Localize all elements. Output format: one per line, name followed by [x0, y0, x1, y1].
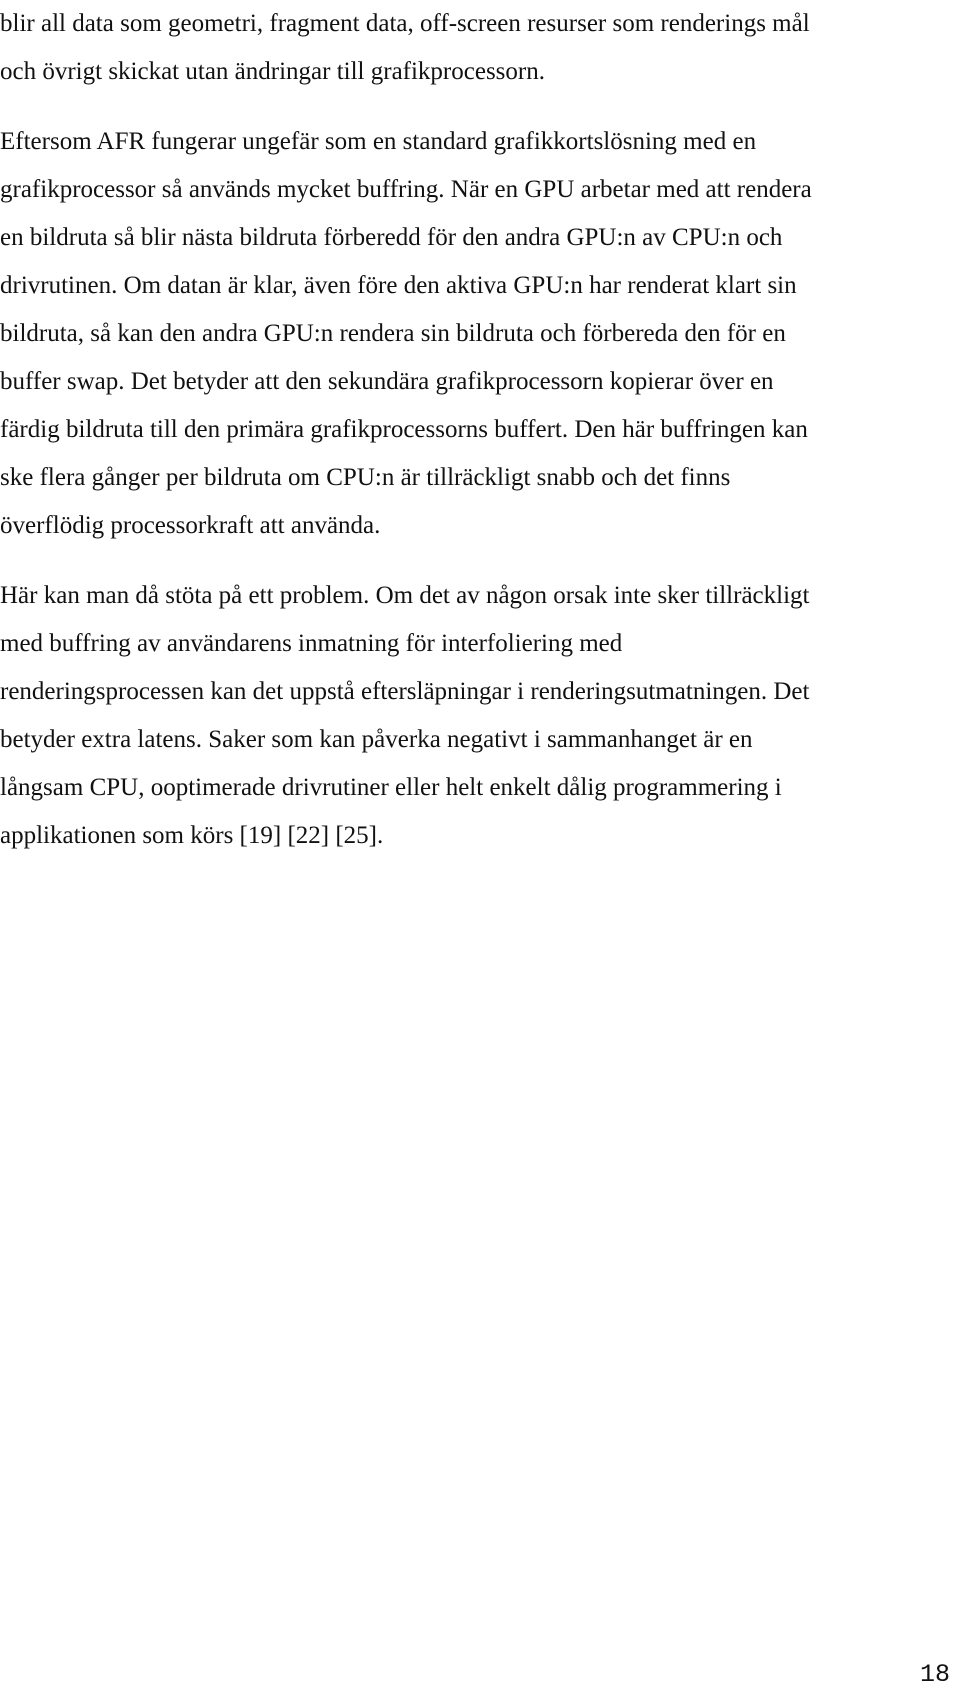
text-line: Eftersom AFR fungerar ungefär som en standard grafikkortslösning med en	[0, 128, 757, 155]
text-line: Här kan man då stöta på ett problem. Om det av någon orsak inte sker tillräckligt	[0, 582, 810, 609]
text-line: drivrutinen. Om datan är klar, även före den aktiva GPU:n har renderat klart sin	[0, 272, 797, 299]
text-line: färdig bildruta till den primära grafikprocessorns buffert. Den här buffringen kan	[0, 416, 808, 443]
text-line: långsam CPU, ooptimerade drivrutiner eller helt enkelt dålig programmering i	[0, 774, 782, 801]
text-line: grafikprocessor så används mycket buffring. När en GPU arbetar med att rendera	[0, 176, 812, 203]
text-line: och övrigt skickat utan ändringar till grafikprocessorn.	[0, 58, 545, 85]
text-line: applikationen som körs [19] [22] [25].	[0, 822, 384, 849]
text-line: blir all data som geometri, fragment data, off-screen resurser som renderings mål	[0, 10, 810, 37]
paragraph-1	[0, 0, 950, 96]
paragraph-2	[0, 118, 950, 550]
text-line: renderingsprocessen kan det uppstå eftersläpningar i renderingsutmatningen. Det	[0, 678, 810, 705]
text-line: ske flera gånger per bildruta om CPU:n är tillräckligt snabb och det finns	[0, 464, 731, 491]
text-line: med buffring av användarens inmatning för interfoliering med	[0, 630, 623, 657]
paragraph-3	[0, 572, 950, 860]
text-line: bildruta, så kan den andra GPU:n rendera sin bildruta och förbereda den för en	[0, 320, 786, 347]
page-number: 18	[919, 1660, 950, 1689]
text-line: en bildruta så blir nästa bildruta förberedd för den andra GPU:n av CPU:n och	[0, 224, 783, 251]
text-line: överflödig processorkraft att använda.	[0, 512, 381, 539]
text-line: betyder extra latens. Saker som kan påverka negativt i sammanhanget är en	[0, 726, 753, 753]
text-line: buffer swap. Det betyder att den sekundära grafikprocessorn kopierar över en	[0, 368, 774, 395]
